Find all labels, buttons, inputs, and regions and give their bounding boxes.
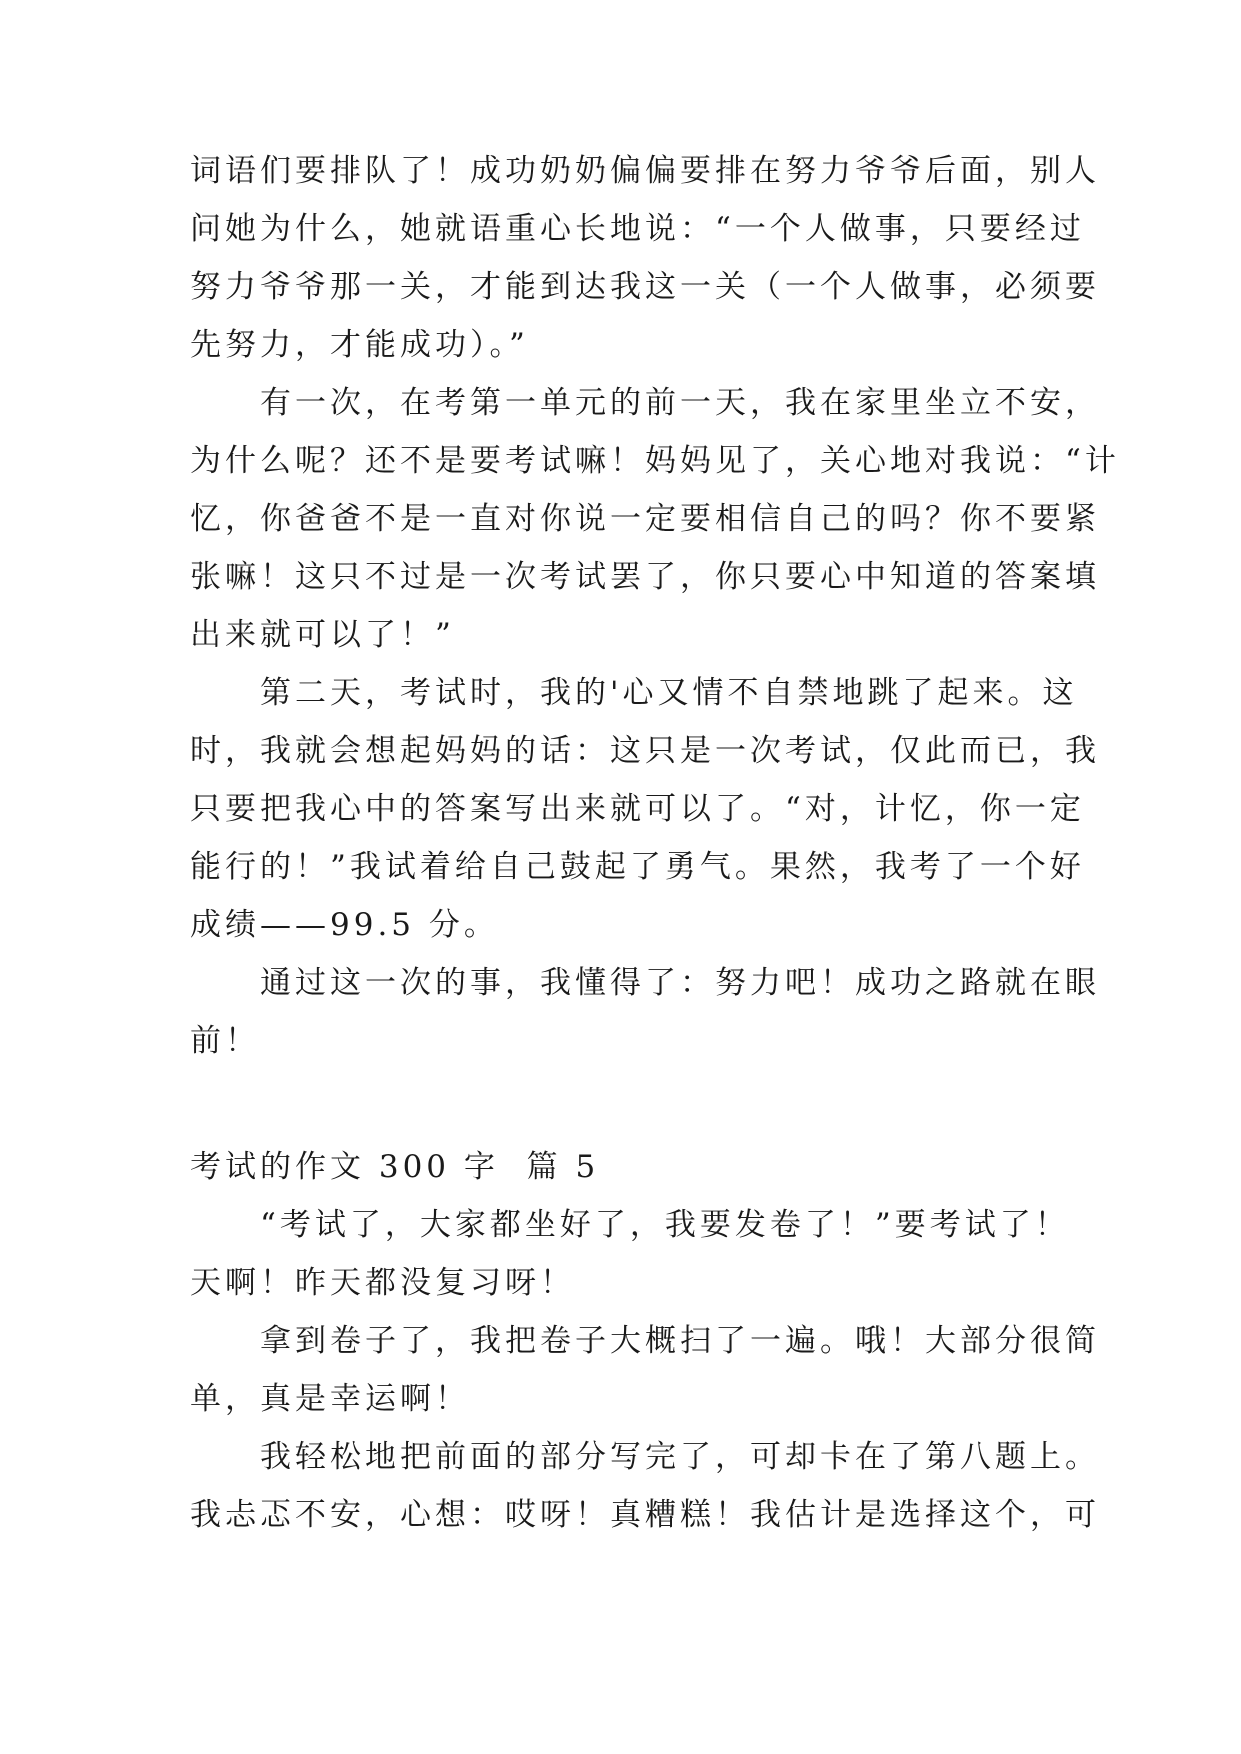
text-line: 问她为什么，她就语重心长地说：“一个人做事，只要经过 <box>190 211 1085 247</box>
text-line: 天啊！昨天都没复习呀！ <box>190 1265 575 1301</box>
text-line: “考试了，大家都坐好了，我要发卷了！”要考试了！ <box>190 1207 1070 1243</box>
text-line: 我忐忑不安，心想：哎呀！真糟糕！我估计是选择这个，可 <box>190 1497 1100 1533</box>
text-line: 能行的！”我试着给自己鼓起了勇气。果然，我考了一个好 <box>190 849 1085 885</box>
text-line: 通过这一次的事，我懂得了：努力吧！成功之路就在眼 <box>190 965 1100 1001</box>
text-line: 成绩——99.5 分。 <box>190 907 499 943</box>
text-line: 为什么呢？还不是要考试嘛！妈妈见了，关心地对我说：“计 <box>190 443 1120 479</box>
text-line: 出来就可以了！” <box>190 617 455 653</box>
text-line: 先努力，才能成功）。” <box>190 327 529 363</box>
section-heading: 考试的作文 300 字 篇 5 <box>190 1149 600 1185</box>
text-line: 有一次，在考第一单元的前一天，我在家里坐立不安， <box>190 385 1100 421</box>
text-line: 单，真是幸运啊！ <box>190 1381 470 1417</box>
text-line: 只要把我心中的答案写出来就可以了。“对，计忆，你一定 <box>190 791 1085 827</box>
text-line: 前！ <box>190 1023 260 1059</box>
text-line: 张嘛！这只不过是一次考试罢了，你只要心中知道的答案填 <box>190 559 1100 595</box>
text-line: 我轻松地把前面的部分写完了，可却卡在了第八题上。 <box>190 1439 1100 1475</box>
text-line: 努力爷爷那一关，才能到达我这一关（一个人做事，必须要 <box>190 269 1100 305</box>
text-line: 拿到卷子了，我把卷子大概扫了一遍。哦！大部分很简 <box>190 1323 1100 1359</box>
text-line: 第二天，考试时，我的'心又情不自禁地跳了起来。这 <box>190 675 1078 711</box>
text-line: 词语们要排队了！成功奶奶偏偏要排在努力爷爷后面，别人 <box>190 153 1100 189</box>
text-line: 忆，你爸爸不是一直对你说一定要相信自己的吗？你不要紧 <box>190 501 1100 537</box>
text-line: 时，我就会想起妈妈的话：这只是一次考试，仅此而已，我 <box>190 733 1100 769</box>
